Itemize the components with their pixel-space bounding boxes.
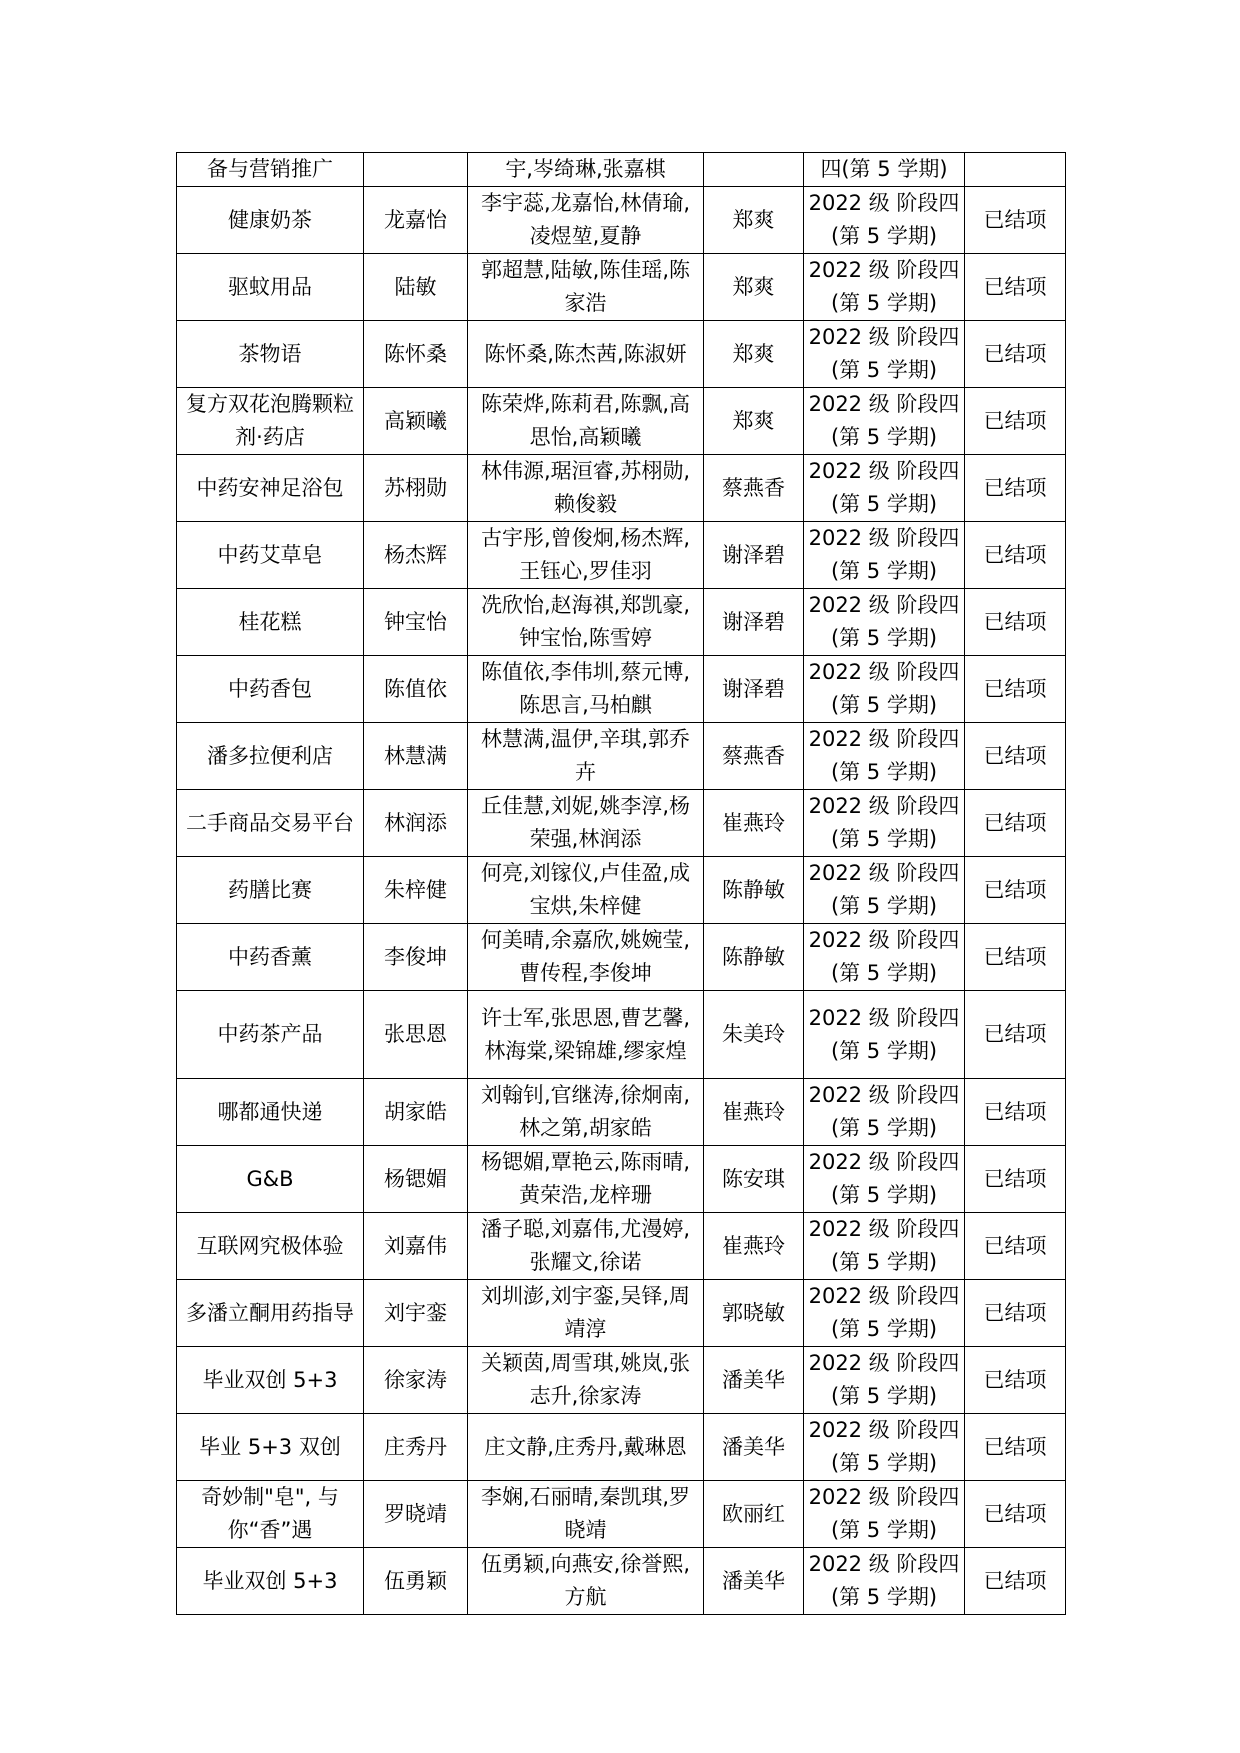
stage-cell: 2022 级 阶段四(第 5 学期)	[804, 857, 965, 924]
status-cell: 已结项	[965, 1280, 1066, 1347]
status-cell: 已结项	[965, 723, 1066, 790]
project-name-cell: 中药艾草皂	[177, 522, 364, 589]
table-row	[177, 321, 1066, 388]
status-cell: 已结项	[965, 455, 1066, 522]
advisor-cell: 崔燕玲	[704, 1213, 804, 1280]
stage-cell: 2022 级 阶段四(第 5 学期)	[804, 991, 965, 1079]
project-name-cell: 潘多拉便利店	[177, 723, 364, 790]
table-row	[177, 1146, 1066, 1213]
leader-cell: 朱梓健	[364, 857, 468, 924]
advisor-cell: 谢泽碧	[704, 656, 804, 723]
stage-cell: 2022 级 阶段四(第 5 学期)	[804, 321, 965, 388]
project-name-cell: 奇妙制"皂", 与你“香”遇	[177, 1481, 364, 1548]
stage-cell: 2022 级 阶段四(第 5 学期)	[804, 388, 965, 455]
advisor-cell	[704, 153, 804, 187]
advisor-cell: 谢泽碧	[704, 589, 804, 656]
project-name-cell: 毕业 5+3 双创	[177, 1414, 364, 1481]
leader-cell: 钟宝怡	[364, 589, 468, 656]
leader-cell: 林润添	[364, 790, 468, 857]
stage-cell: 2022 级 阶段四(第 5 学期)	[804, 1280, 965, 1347]
status-cell	[965, 153, 1066, 187]
members-cell: 许士军,张思恩,曹艺馨,林海棠,梁锦雄,缪家煌	[468, 991, 704, 1079]
stage-cell: 2022 级 阶段四(第 5 学期)	[804, 723, 965, 790]
leader-cell: 林慧满	[364, 723, 468, 790]
status-cell: 已结项	[965, 656, 1066, 723]
stage-cell: 2022 级 阶段四(第 5 学期)	[804, 924, 965, 991]
table-row	[177, 1079, 1066, 1146]
stage-cell: 四(第 5 学期)	[804, 153, 965, 187]
leader-cell: 苏栩勋	[364, 455, 468, 522]
stage-cell: 2022 级 阶段四(第 5 学期)	[804, 187, 965, 254]
table-row	[177, 656, 1066, 723]
project-name-cell: 哪都通快递	[177, 1079, 364, 1146]
table-row	[177, 924, 1066, 991]
project-name-cell: 毕业双创 5+3	[177, 1347, 364, 1414]
table-row	[177, 1481, 1066, 1548]
table-row	[177, 522, 1066, 589]
project-name-cell: 药膳比赛	[177, 857, 364, 924]
leader-cell: 庄秀丹	[364, 1414, 468, 1481]
status-cell: 已结项	[965, 1414, 1066, 1481]
stage-cell: 2022 级 阶段四(第 5 学期)	[804, 455, 965, 522]
members-cell: 李宇蕊,龙嘉怡,林倩瑜,凌煜堃,夏静	[468, 187, 704, 254]
leader-cell: 张思恩	[364, 991, 468, 1079]
stage-cell: 2022 级 阶段四(第 5 学期)	[804, 1548, 965, 1615]
members-cell: 刘翰钊,官继涛,徐炯南,林之第,胡家皓	[468, 1079, 704, 1146]
members-cell: 陈怀桑,陈杰茜,陈淑妍	[468, 321, 704, 388]
table-row	[177, 589, 1066, 656]
leader-cell: 杨杰辉	[364, 522, 468, 589]
advisor-cell: 陈静敏	[704, 924, 804, 991]
project-table	[176, 152, 1066, 1615]
members-cell: 庄文静,庄秀丹,戴琳恩	[468, 1414, 704, 1481]
table-row	[177, 1213, 1066, 1280]
stage-cell: 2022 级 阶段四(第 5 学期)	[804, 1414, 965, 1481]
project-name-cell: 复方双花泡腾颗粒剂·药店	[177, 388, 364, 455]
members-cell: 林慧满,温伊,辛琪,郭乔卉	[468, 723, 704, 790]
advisor-cell: 陈静敏	[704, 857, 804, 924]
table-row	[177, 153, 1066, 187]
project-name-cell: 多潘立酮用药指导	[177, 1280, 364, 1347]
leader-cell: 陈值依	[364, 656, 468, 723]
leader-cell: 龙嘉怡	[364, 187, 468, 254]
project-name-cell: 互联网究极体验	[177, 1213, 364, 1280]
members-cell: 陈荣烨,陈莉君,陈飘,高思怡,高颖曦	[468, 388, 704, 455]
table-row	[177, 857, 1066, 924]
members-cell: 郭超慧,陆敏,陈佳瑶,陈家浩	[468, 254, 704, 321]
leader-cell: 胡家皓	[364, 1079, 468, 1146]
stage-cell: 2022 级 阶段四(第 5 学期)	[804, 656, 965, 723]
advisor-cell: 郑爽	[704, 254, 804, 321]
status-cell: 已结项	[965, 187, 1066, 254]
advisor-cell: 崔燕玲	[704, 790, 804, 857]
stage-cell: 2022 级 阶段四(第 5 学期)	[804, 522, 965, 589]
advisor-cell: 潘美华	[704, 1414, 804, 1481]
table-row	[177, 1280, 1066, 1347]
status-cell: 已结项	[965, 1146, 1066, 1213]
project-name-cell: 中药香薰	[177, 924, 364, 991]
status-cell: 已结项	[965, 1481, 1066, 1548]
advisor-cell: 欧丽红	[704, 1481, 804, 1548]
leader-cell: 李俊坤	[364, 924, 468, 991]
project-name-cell: 备与营销推广	[177, 153, 364, 187]
members-cell: 何美晴,余嘉欣,姚婉莹,曹传程,李俊坤	[468, 924, 704, 991]
members-cell: 林伟源,琚洹睿,苏栩勋,赖俊毅	[468, 455, 704, 522]
members-cell: 何亮,刘镓仪,卢佳盈,成宝烘,朱梓健	[468, 857, 704, 924]
status-cell: 已结项	[965, 254, 1066, 321]
members-cell: 关颖茵,周雪琪,姚岚,张志升,徐家涛	[468, 1347, 704, 1414]
project-name-cell: 茶物语	[177, 321, 364, 388]
table-row	[177, 790, 1066, 857]
status-cell: 已结项	[965, 857, 1066, 924]
advisor-cell: 潘美华	[704, 1347, 804, 1414]
project-name-cell: G&B	[177, 1146, 364, 1213]
project-name-cell: 桂花糕	[177, 589, 364, 656]
members-cell: 伍勇颖,向燕安,徐誉熙,方航	[468, 1548, 704, 1615]
advisor-cell: 崔燕玲	[704, 1079, 804, 1146]
leader-cell: 徐家涛	[364, 1347, 468, 1414]
members-cell: 陈值依,李伟圳,蔡元博,陈思言,马柏麒	[468, 656, 704, 723]
status-cell: 已结项	[965, 1079, 1066, 1146]
advisor-cell: 谢泽碧	[704, 522, 804, 589]
stage-cell: 2022 级 阶段四(第 5 学期)	[804, 1079, 965, 1146]
table-row	[177, 455, 1066, 522]
project-name-cell: 中药茶产品	[177, 991, 364, 1079]
stage-cell: 2022 级 阶段四(第 5 学期)	[804, 1347, 965, 1414]
status-cell: 已结项	[965, 1213, 1066, 1280]
stage-cell: 2022 级 阶段四(第 5 学期)	[804, 1481, 965, 1548]
status-cell: 已结项	[965, 321, 1066, 388]
status-cell: 已结项	[965, 991, 1066, 1079]
advisor-cell: 蔡燕香	[704, 723, 804, 790]
members-cell: 宇,岑绮琳,张嘉棋	[468, 153, 704, 187]
table-row	[177, 1347, 1066, 1414]
members-cell: 刘圳澎,刘宇銮,吴铎,周靖淳	[468, 1280, 704, 1347]
advisor-cell: 朱美玲	[704, 991, 804, 1079]
members-cell: 丘佳慧,刘妮,姚李淳,杨荣强,林润添	[468, 790, 704, 857]
table-row	[177, 1548, 1066, 1615]
members-cell: 古宇彤,曾俊炯,杨杰辉,王钰心,罗佳羽	[468, 522, 704, 589]
stage-cell: 2022 级 阶段四(第 5 学期)	[804, 1213, 965, 1280]
members-cell: 冼欣怡,赵海祺,郑凯豪,钟宝怡,陈雪婷	[468, 589, 704, 656]
table-row	[177, 388, 1066, 455]
leader-cell: 陆敏	[364, 254, 468, 321]
stage-cell: 2022 级 阶段四(第 5 学期)	[804, 254, 965, 321]
advisor-cell: 郑爽	[704, 187, 804, 254]
status-cell: 已结项	[965, 924, 1066, 991]
leader-cell: 刘嘉伟	[364, 1213, 468, 1280]
advisor-cell: 郭晓敏	[704, 1280, 804, 1347]
members-cell: 李娴,石丽晴,秦凯琪,罗晓靖	[468, 1481, 704, 1548]
leader-cell: 伍勇颖	[364, 1548, 468, 1615]
table-row	[177, 1414, 1066, 1481]
table-row	[177, 991, 1066, 1079]
leader-cell	[364, 153, 468, 187]
members-cell: 杨锶媚,覃艳云,陈雨晴,黄荣浩,龙梓珊	[468, 1146, 704, 1213]
advisor-cell: 陈安琪	[704, 1146, 804, 1213]
leader-cell: 刘宇銮	[364, 1280, 468, 1347]
table-row	[177, 723, 1066, 790]
project-name-cell: 毕业双创 5+3	[177, 1548, 364, 1615]
members-cell: 潘子聪,刘嘉伟,尤漫婷,张耀文,徐诺	[468, 1213, 704, 1280]
project-name-cell: 驱蚊用品	[177, 254, 364, 321]
status-cell: 已结项	[965, 388, 1066, 455]
project-name-cell: 中药香包	[177, 656, 364, 723]
status-cell: 已结项	[965, 1548, 1066, 1615]
leader-cell: 陈怀桑	[364, 321, 468, 388]
stage-cell: 2022 级 阶段四(第 5 学期)	[804, 589, 965, 656]
table-row	[177, 254, 1066, 321]
status-cell: 已结项	[965, 522, 1066, 589]
project-name-cell: 健康奶茶	[177, 187, 364, 254]
status-cell: 已结项	[965, 1347, 1066, 1414]
table-row	[177, 187, 1066, 254]
advisor-cell: 郑爽	[704, 388, 804, 455]
leader-cell: 高颖曦	[364, 388, 468, 455]
leader-cell: 杨锶媚	[364, 1146, 468, 1213]
advisor-cell: 蔡燕香	[704, 455, 804, 522]
advisor-cell: 郑爽	[704, 321, 804, 388]
project-table-body	[177, 153, 1066, 1615]
leader-cell: 罗晓靖	[364, 1481, 468, 1548]
status-cell: 已结项	[965, 589, 1066, 656]
project-name-cell: 中药安神足浴包	[177, 455, 364, 522]
project-name-cell: 二手商品交易平台	[177, 790, 364, 857]
status-cell: 已结项	[965, 790, 1066, 857]
stage-cell: 2022 级 阶段四(第 5 学期)	[804, 790, 965, 857]
stage-cell: 2022 级 阶段四(第 5 学期)	[804, 1146, 965, 1213]
advisor-cell: 潘美华	[704, 1548, 804, 1615]
